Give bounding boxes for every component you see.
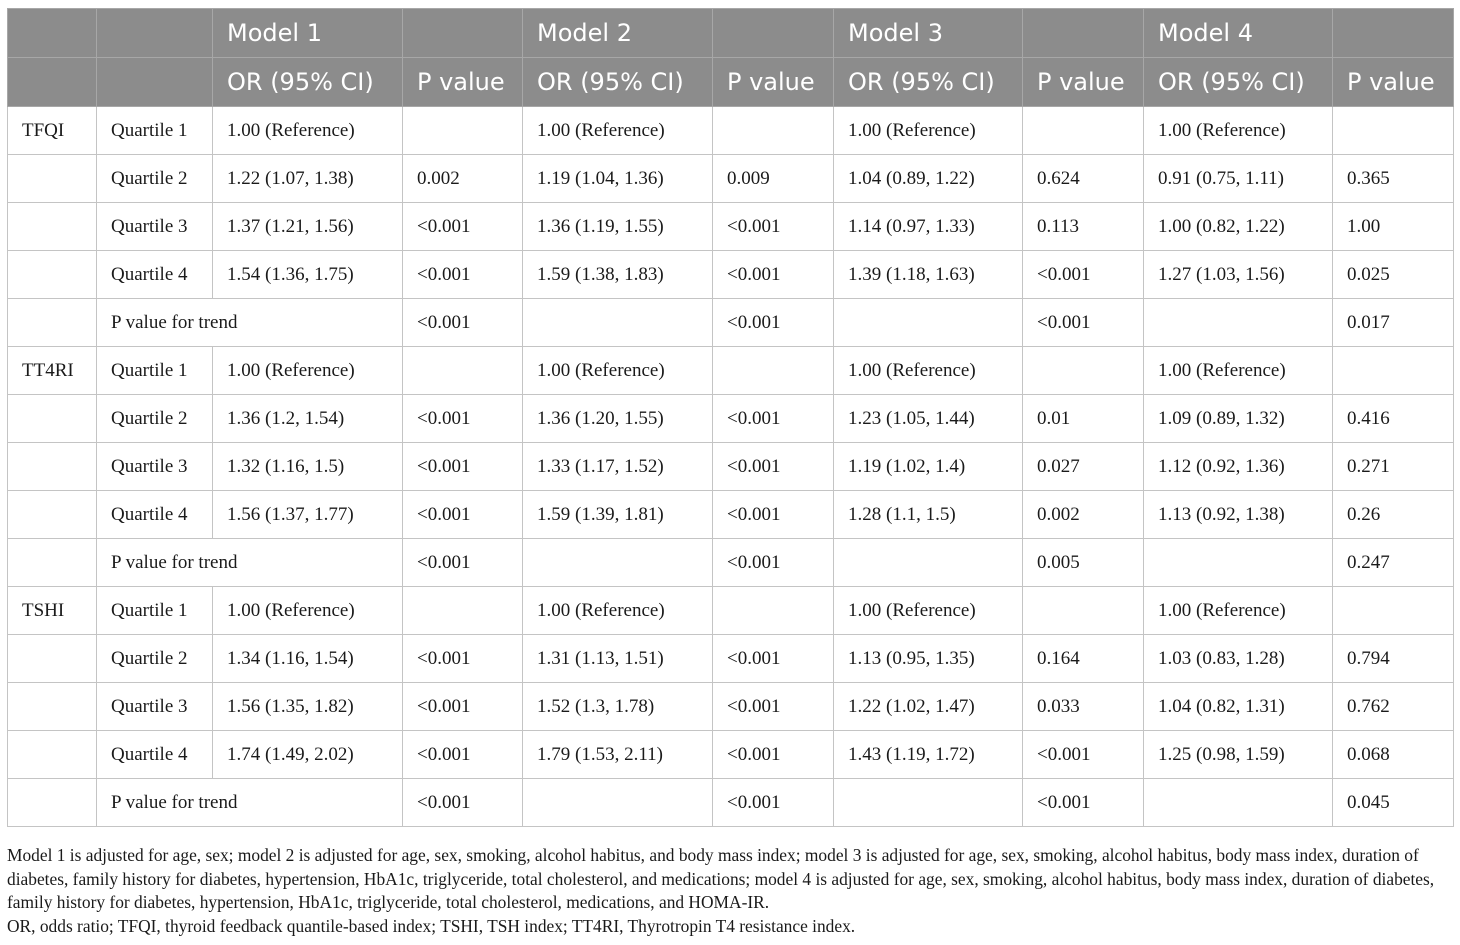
p-value-cell: <0.001 (713, 683, 834, 731)
or-ci-cell: 1.36 (1.19, 1.55) (523, 203, 713, 251)
trend-label: P value for trend (97, 299, 403, 347)
results-table (7, 8, 1454, 827)
p-value-cell: <0.001 (1023, 731, 1144, 779)
p-value-cell: 0.26 (1333, 491, 1454, 539)
or-ci-cell: 1.00 (Reference) (1144, 107, 1333, 155)
header-empty-cell (8, 9, 97, 58)
p-value-cell: 0.009 (713, 155, 834, 203)
or-ci-cell: 1.09 (0.89, 1.32) (1144, 395, 1333, 443)
row-label: Quartile 1 (97, 347, 213, 395)
group-label (8, 683, 97, 731)
or-ci-cell: 1.00 (Reference) (523, 587, 713, 635)
p-value-cell (403, 587, 523, 635)
or-ci-cell: 1.13 (0.95, 1.35) (834, 635, 1023, 683)
trend-p-value-cell: 0.247 (1333, 539, 1454, 587)
or-ci-cell: 1.34 (1.16, 1.54) (213, 635, 403, 683)
trend-p-value-cell: <0.001 (1023, 299, 1144, 347)
table-row (8, 107, 1454, 155)
p-value-cell: 0.794 (1333, 635, 1454, 683)
header-empty-cell (713, 9, 834, 58)
p-value-cell: <0.001 (403, 491, 523, 539)
empty-cell (523, 539, 713, 587)
group-label (8, 203, 97, 251)
or-ci-cell: 1.56 (1.35, 1.82) (213, 683, 403, 731)
p-value-cell: <0.001 (403, 635, 523, 683)
p-value-cell: <0.001 (403, 683, 523, 731)
group-label (8, 731, 97, 779)
p-value-cell (403, 107, 523, 155)
p-value-cell: <0.001 (713, 443, 834, 491)
row-label: Quartile 3 (97, 443, 213, 491)
trend-row (8, 539, 1454, 587)
trend-p-value-cell: 0.017 (1333, 299, 1454, 347)
empty-cell (834, 779, 1023, 827)
header-empty-cell (8, 58, 97, 107)
trend-p-value-cell: <0.001 (713, 299, 834, 347)
header-or-ci: OR (95% CI) (523, 58, 713, 107)
or-ci-cell: 1.23 (1.05, 1.44) (834, 395, 1023, 443)
header-empty-cell (403, 9, 523, 58)
group-label (8, 251, 97, 299)
group-label: TSHI (8, 587, 97, 635)
p-value-cell: <0.001 (713, 251, 834, 299)
p-value-cell: <0.001 (403, 203, 523, 251)
p-value-cell: 0.027 (1023, 443, 1144, 491)
p-value-cell: <0.001 (713, 203, 834, 251)
table-row (8, 155, 1454, 203)
header-p-value: P value (713, 58, 834, 107)
row-label: Quartile 1 (97, 587, 213, 635)
group-label (8, 491, 97, 539)
empty-cell (1144, 779, 1333, 827)
p-value-cell (713, 107, 834, 155)
row-label: Quartile 2 (97, 395, 213, 443)
p-value-cell: <0.001 (713, 635, 834, 683)
p-value-cell: 0.068 (1333, 731, 1454, 779)
trend-row (8, 299, 1454, 347)
header-model-4: Model 4 (1144, 9, 1333, 58)
or-ci-cell: 1.59 (1.38, 1.83) (523, 251, 713, 299)
p-value-cell: 0.164 (1023, 635, 1144, 683)
trend-label: P value for trend (97, 779, 403, 827)
empty-cell (523, 779, 713, 827)
or-ci-cell: 1.00 (Reference) (523, 347, 713, 395)
trend-p-value-cell: <0.001 (403, 299, 523, 347)
or-ci-cell: 1.00 (Reference) (834, 347, 1023, 395)
table-row (8, 347, 1454, 395)
or-ci-cell: 1.36 (1.2, 1.54) (213, 395, 403, 443)
or-ci-cell: 1.14 (0.97, 1.33) (834, 203, 1023, 251)
or-ci-cell: 1.74 (1.49, 2.02) (213, 731, 403, 779)
row-label: Quartile 3 (97, 683, 213, 731)
or-ci-cell: 1.36 (1.20, 1.55) (523, 395, 713, 443)
p-value-cell: <0.001 (1023, 251, 1144, 299)
trend-p-value-cell: <0.001 (403, 539, 523, 587)
p-value-cell: 0.762 (1333, 683, 1454, 731)
or-ci-cell: 1.28 (1.1, 1.5) (834, 491, 1023, 539)
header-row-subcolumns (8, 58, 1454, 107)
p-value-cell: <0.001 (403, 443, 523, 491)
or-ci-cell: 1.39 (1.18, 1.63) (834, 251, 1023, 299)
or-ci-cell: 0.91 (0.75, 1.11) (1144, 155, 1333, 203)
header-p-value: P value (1333, 58, 1454, 107)
group-label (8, 635, 97, 683)
table-row (8, 635, 1454, 683)
p-value-cell: 0.01 (1023, 395, 1144, 443)
or-ci-cell: 1.00 (Reference) (1144, 347, 1333, 395)
or-ci-cell: 1.00 (Reference) (834, 587, 1023, 635)
group-label (8, 155, 97, 203)
or-ci-cell: 1.04 (0.82, 1.31) (1144, 683, 1333, 731)
group-label: TFQI (8, 107, 97, 155)
row-label: Quartile 4 (97, 491, 213, 539)
header-empty-cell (1023, 9, 1144, 58)
header-or-ci: OR (95% CI) (213, 58, 403, 107)
row-label: Quartile 2 (97, 155, 213, 203)
trend-p-value-cell: <0.001 (713, 539, 834, 587)
or-ci-cell: 1.13 (0.92, 1.38) (1144, 491, 1333, 539)
row-label: Quartile 4 (97, 731, 213, 779)
p-value-cell: 1.00 (1333, 203, 1454, 251)
or-ci-cell: 1.52 (1.3, 1.78) (523, 683, 713, 731)
p-value-cell (713, 347, 834, 395)
or-ci-cell: 1.33 (1.17, 1.52) (523, 443, 713, 491)
header-model-1: Model 1 (213, 9, 403, 58)
header-p-value: P value (1023, 58, 1144, 107)
group-label (8, 539, 97, 587)
p-value-cell: 0.113 (1023, 203, 1144, 251)
empty-cell (523, 299, 713, 347)
trend-row (8, 779, 1454, 827)
header-p-value: P value (403, 58, 523, 107)
header-empty-cell (97, 58, 213, 107)
trend-p-value-cell: 0.045 (1333, 779, 1454, 827)
p-value-cell (1023, 347, 1144, 395)
header-model-3: Model 3 (834, 9, 1023, 58)
p-value-cell: <0.001 (713, 491, 834, 539)
empty-cell (834, 299, 1023, 347)
or-ci-cell: 1.22 (1.02, 1.47) (834, 683, 1023, 731)
p-value-cell: <0.001 (713, 395, 834, 443)
or-ci-cell: 1.43 (1.19, 1.72) (834, 731, 1023, 779)
or-ci-cell: 1.04 (0.89, 1.22) (834, 155, 1023, 203)
p-value-cell (713, 587, 834, 635)
row-label: Quartile 1 (97, 107, 213, 155)
p-value-cell: <0.001 (713, 731, 834, 779)
group-label (8, 779, 97, 827)
p-value-cell: 0.025 (1333, 251, 1454, 299)
group-label (8, 299, 97, 347)
p-value-cell (1333, 347, 1454, 395)
or-ci-cell: 1.00 (Reference) (213, 107, 403, 155)
p-value-cell: 0.002 (403, 155, 523, 203)
or-ci-cell: 1.32 (1.16, 1.5) (213, 443, 403, 491)
header-or-ci: OR (95% CI) (1144, 58, 1333, 107)
or-ci-cell: 1.25 (0.98, 1.59) (1144, 731, 1333, 779)
footnote-abbreviations: OR, odds ratio; TFQI, thyroid feedback quantile-based index; TSHI, TSH index; TT4RI, Thyrotropin T4 resistance index. (7, 916, 856, 937)
trend-p-value-cell: <0.001 (1023, 779, 1144, 827)
or-ci-cell: 1.00 (Reference) (523, 107, 713, 155)
table-row (8, 683, 1454, 731)
or-ci-cell: 1.00 (0.82, 1.22) (1144, 203, 1333, 251)
group-label (8, 443, 97, 491)
row-label: Quartile 2 (97, 635, 213, 683)
or-ci-cell: 1.19 (1.04, 1.36) (523, 155, 713, 203)
table-row (8, 731, 1454, 779)
empty-cell (1144, 299, 1333, 347)
or-ci-cell: 1.54 (1.36, 1.75) (213, 251, 403, 299)
or-ci-cell: 1.37 (1.21, 1.56) (213, 203, 403, 251)
p-value-cell (1333, 107, 1454, 155)
row-label: Quartile 4 (97, 251, 213, 299)
table-row (8, 395, 1454, 443)
header-empty-cell (1333, 9, 1454, 58)
or-ci-cell: 1.19 (1.02, 1.4) (834, 443, 1023, 491)
p-value-cell (1023, 107, 1144, 155)
row-label: Quartile 3 (97, 203, 213, 251)
group-label (8, 395, 97, 443)
table-row (8, 443, 1454, 491)
trend-p-value-cell: <0.001 (713, 779, 834, 827)
empty-cell (1144, 539, 1333, 587)
group-label: TT4RI (8, 347, 97, 395)
trend-label: P value for trend (97, 539, 403, 587)
p-value-cell (1333, 587, 1454, 635)
p-value-cell (403, 347, 523, 395)
p-value-cell: <0.001 (403, 251, 523, 299)
p-value-cell: 0.624 (1023, 155, 1144, 203)
footnote-models: Model 1 is adjusted for age, sex; model 2 is adjusted for age, sex, smoking, alcohol habitus, and body mass index; model 3 is adjusted for age, sex, smoking, alcohol habitus, body mass index, duration of diabetes, family history for diabetes, hypertension, HbA1c, triglyceride, total cholesterol, and medications; model 4 is adjusted for age, sex, smoking, alcohol habitus, body mass index, duration of diabetes, family history for diabetes, hypertension, HbA1c, triglyceride, total cholesterol, medications, and HOMA-IR. (7, 845, 1435, 913)
or-ci-cell: 1.00 (Reference) (213, 587, 403, 635)
or-ci-cell: 1.27 (1.03, 1.56) (1144, 251, 1333, 299)
header-model-2: Model 2 (523, 9, 713, 58)
table-row (8, 251, 1454, 299)
or-ci-cell: 1.00 (Reference) (834, 107, 1023, 155)
empty-cell (834, 539, 1023, 587)
trend-p-value-cell: <0.001 (403, 779, 523, 827)
or-ci-cell: 1.31 (1.13, 1.51) (523, 635, 713, 683)
p-value-cell: <0.001 (403, 731, 523, 779)
header-row-models (8, 9, 1454, 58)
or-ci-cell: 1.00 (Reference) (213, 347, 403, 395)
or-ci-cell: 1.12 (0.92, 1.36) (1144, 443, 1333, 491)
table-footnotes (7, 844, 1457, 939)
table-row (8, 203, 1454, 251)
p-value-cell: 0.416 (1333, 395, 1454, 443)
or-ci-cell: 1.22 (1.07, 1.38) (213, 155, 403, 203)
p-value-cell: 0.271 (1333, 443, 1454, 491)
header-empty-cell (97, 9, 213, 58)
or-ci-cell: 1.56 (1.37, 1.77) (213, 491, 403, 539)
p-value-cell: 0.033 (1023, 683, 1144, 731)
table-body (8, 107, 1454, 827)
p-value-cell: <0.001 (403, 395, 523, 443)
trend-p-value-cell: 0.005 (1023, 539, 1144, 587)
or-ci-cell: 1.59 (1.39, 1.81) (523, 491, 713, 539)
or-ci-cell: 1.00 (Reference) (1144, 587, 1333, 635)
p-value-cell (1023, 587, 1144, 635)
p-value-cell: 0.002 (1023, 491, 1144, 539)
or-ci-cell: 1.03 (0.83, 1.28) (1144, 635, 1333, 683)
header-or-ci: OR (95% CI) (834, 58, 1023, 107)
or-ci-cell: 1.79 (1.53, 2.11) (523, 731, 713, 779)
table-row (8, 587, 1454, 635)
table-row (8, 491, 1454, 539)
p-value-cell: 0.365 (1333, 155, 1454, 203)
